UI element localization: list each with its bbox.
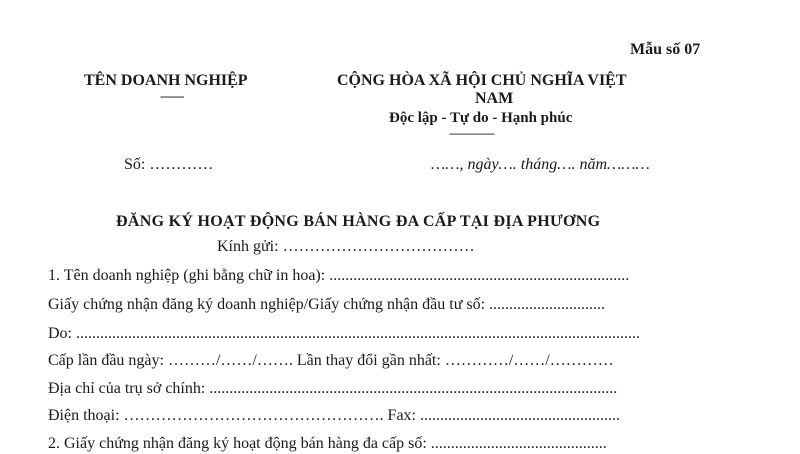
field-phone-fax: Điện thoại: …………………………………………. Fax: .................................................. <box>48 407 620 424</box>
field-issued-by: Do: ............................................................................................................................................. <box>48 325 640 342</box>
company-name-underline: ------- <box>160 88 184 103</box>
field-issue-dates: Cấp lần đầu ngày: ………/……/……. Lần thay đổi gần nhất: …………/……/………… <box>48 352 614 369</box>
date-line: ……, ngày…. tháng…. năm……… <box>431 156 650 173</box>
recipient-line: Kính gửi: ……………………………… <box>217 238 475 255</box>
motto: Độc lập - Tự do - Hạnh phúc <box>389 110 573 126</box>
document-title: ĐĂNG KÝ HOẠT ĐỘNG BÁN HÀNG ĐA CẤP TẠI ĐỊA PHƯƠNG <box>116 213 601 230</box>
field-company-name: 1. Tên doanh nghiệp (ghi bằng chữ in hoa): ........................................................................... <box>48 267 630 284</box>
field-registration-certificate: Giấy chứng nhận đăng ký doanh nghiệp/Giấy chứng nhận đầu tư số: ............................. <box>48 296 606 313</box>
motto-underline: --------------- <box>449 126 494 140</box>
document-number: Số: ………… <box>124 156 214 173</box>
form-code: Mẫu số 07 <box>630 41 701 58</box>
field-multilevel-certificate: 2. Giấy chứng nhận đăng ký hoạt động bán hàng đa cấp số: ............................................ <box>48 435 607 452</box>
field-head-office-address: Địa chỉ của trụ sở chính: ...................................................................................................... <box>48 380 618 397</box>
nation-title-line1: CỘNG HÒA XÃ HỘI CHỦ NGHĨA VIỆT <box>337 72 627 89</box>
nation-title-line2: NAM <box>475 90 514 107</box>
company-name: TÊN DOANH NGHIỆP <box>84 72 248 89</box>
